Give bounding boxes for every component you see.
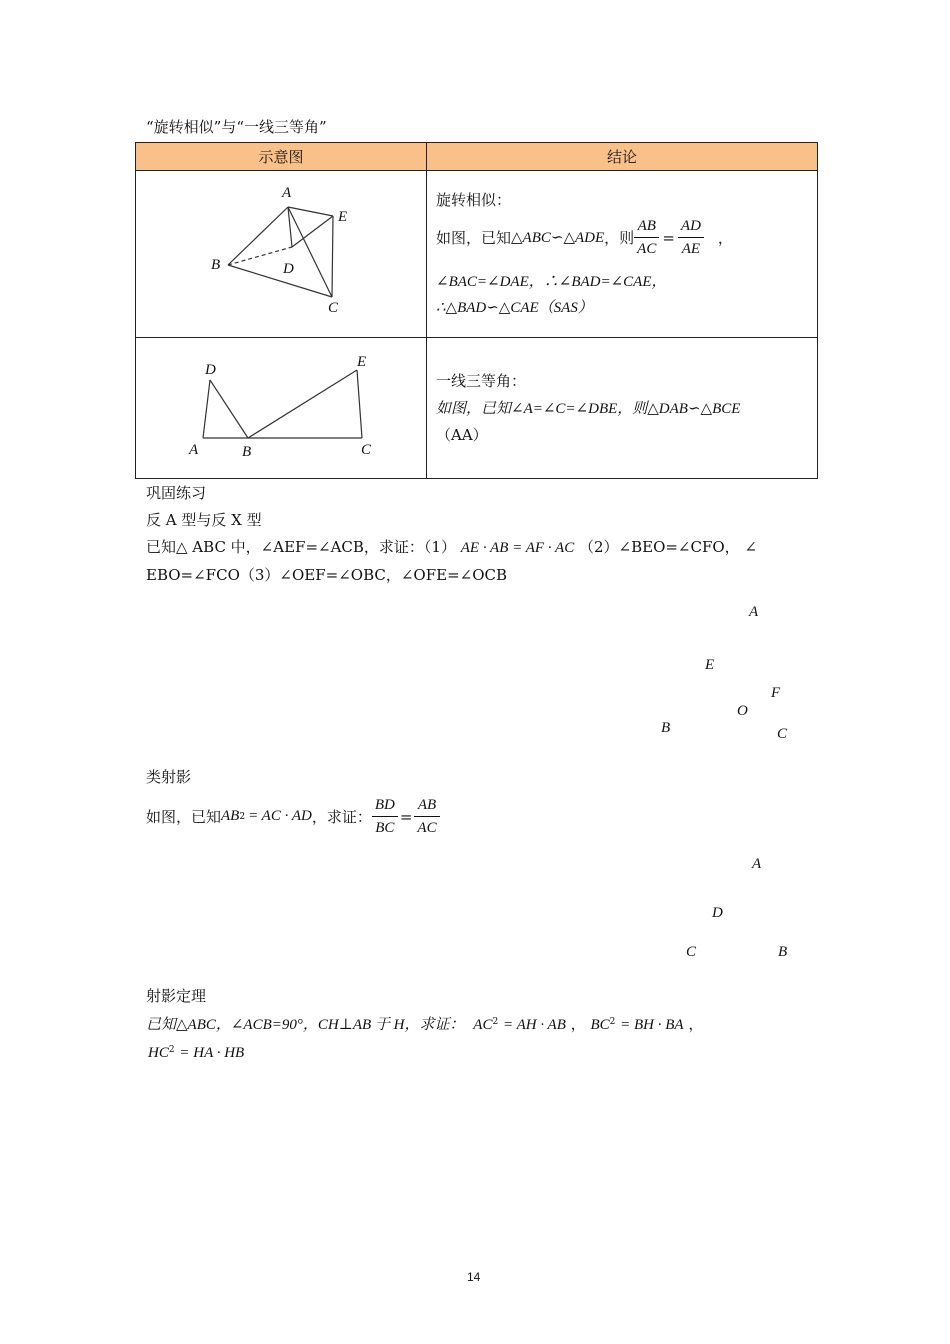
- p2-mid: ，求证：: [311, 808, 372, 826]
- p1-line1: [146, 536, 757, 557]
- p2-prefix: 如图，已知: [146, 808, 222, 826]
- tri-line3: （AA）: [436, 426, 488, 444]
- summary-table: [135, 142, 818, 479]
- label-A: A: [282, 185, 292, 201]
- p1-line2: EBO=∠FCO（3）∠OEF=∠OBC，∠OFE=∠OCB: [146, 566, 508, 584]
- p3-e3-exp: 2: [168, 1045, 175, 1055]
- rot-title: 旋转相似：: [436, 191, 512, 209]
- p3-e2-exp: 2: [609, 1017, 616, 1027]
- p3-e2-rest: = BH · BA: [620, 1017, 684, 1033]
- page-number: 14: [467, 1270, 481, 1284]
- fig2-label-C: C: [686, 944, 697, 960]
- p3-e3-rest: = HA · HB: [179, 1045, 245, 1061]
- practice-sub2: 类射影: [146, 768, 192, 786]
- row1-figure-cell: [136, 171, 427, 338]
- row1-conclusion-cell: [427, 171, 818, 338]
- header-diagram: 示意图: [136, 143, 427, 171]
- rot-after-frac: ，: [717, 229, 733, 247]
- p2-expr-rest: = AC · AD: [248, 808, 312, 824]
- rot-frac1-num: AB: [634, 215, 659, 238]
- practice-sub1: 反 A 型与反 X 型: [146, 511, 262, 529]
- p3-e1-rest: = AH · AB: [502, 1017, 566, 1033]
- p3-e1-exp: 2: [492, 1017, 499, 1027]
- header-conclusion: 结论: [427, 143, 818, 171]
- rot-given-tri: △ABC∽△ADE: [511, 230, 605, 246]
- label-C2: C: [361, 442, 372, 458]
- label-D: D: [283, 261, 294, 277]
- rot-frac1: [634, 215, 659, 260]
- rotation-similarity-figure: [136, 171, 426, 337]
- label-C: C: [328, 300, 339, 316]
- p2-expr-exp: 2: [239, 811, 246, 822]
- fig2-label-D: D: [712, 905, 723, 921]
- p3-e1-base: AC: [473, 1017, 493, 1033]
- label-D2: D: [205, 362, 216, 378]
- p2-line: 如图，已知 AB 2 = AC · AD ，求证： $\frac{BD}{BC}$ = $\frac{AB}{AC}$: [146, 794, 440, 839]
- rot-frac2-num: AD: [678, 215, 704, 238]
- p2-frac1: [372, 794, 398, 839]
- rot-line3: ∠BAC=∠DAE，∴∠BAD=∠CAE，: [436, 274, 667, 290]
- row2-conclusion-cell: [427, 338, 818, 479]
- p3-line2: [148, 1043, 244, 1062]
- fig1-label-A: A: [749, 604, 759, 620]
- label-B2: B: [242, 444, 252, 460]
- practice-sub3: 射影定理: [146, 987, 207, 1005]
- rot-frac2-den: AE: [681, 241, 701, 257]
- fig2-label-B: B: [778, 944, 788, 960]
- p3-e3-base: HC: [148, 1045, 169, 1061]
- rot-then: ，则: [604, 229, 635, 247]
- rot-frac2: [678, 215, 704, 260]
- p1-line1b: （2）∠BEO=∠CFO， ∠: [578, 538, 758, 556]
- tri-line2: 如图，已知∠A=∠C=∠DBE，则△DAB∽△BCE: [436, 401, 741, 417]
- p1-line1a: 已知△ ABC 中，∠AEF=∠ACB，求证：（1）: [146, 538, 456, 556]
- p2-expr-base: AB: [221, 808, 240, 824]
- p2-frac2-num: AB: [414, 794, 439, 817]
- p2-frac2-den: AC: [417, 820, 437, 836]
- p1-expr1: AE · AB = AF · AC: [460, 540, 575, 556]
- rot-frac1-den: AC: [637, 241, 657, 257]
- rot-given-prefix: 如图，已知: [436, 229, 512, 247]
- fig1-label-F: F: [771, 685, 781, 701]
- rot-line4: ∴△BAD∽△CAE（SAS）: [436, 300, 593, 316]
- label-E: E: [338, 209, 348, 225]
- rot-given-line: 如图，已知 △ABC∽△ADE ，则 $\frac{AB}{AC}$ = $\frac{AD}{AE}$ ，: [436, 215, 733, 260]
- label-A2: A: [189, 442, 199, 458]
- fig1-label-B: B: [661, 720, 671, 736]
- fig1-label-C: C: [777, 726, 788, 742]
- p3-line1a: 已知△ABC，∠ACB=90°，CH⊥AB 于 H，求证：: [146, 1017, 465, 1033]
- p2-frac1-den: BC: [375, 820, 395, 836]
- row2-figure-cell: [136, 338, 427, 479]
- p2-frac2: [414, 794, 439, 839]
- p2-frac1-num: BD: [372, 794, 398, 817]
- label-E2: E: [357, 354, 367, 370]
- p3-line1: 已知△ABC，∠ACB=90°，CH⊥AB 于 H，求证： $AC^2$ = AH · AB ， $BC^2$ = BH · BA ，: [146, 1015, 704, 1033]
- label-B: B: [211, 257, 221, 273]
- p3-e2-base: BC: [590, 1017, 610, 1033]
- three-equal-angles-figure: [136, 338, 426, 478]
- fig1-label-E: E: [705, 657, 715, 673]
- intro-title: “旋转相似”与“一线三等角”: [146, 118, 327, 136]
- tri-title: 一线三等角：: [436, 372, 527, 390]
- fig2-label-A: A: [752, 856, 762, 872]
- practice-heading: 巩固练习: [146, 484, 207, 502]
- fig1-label-O: O: [737, 703, 748, 719]
